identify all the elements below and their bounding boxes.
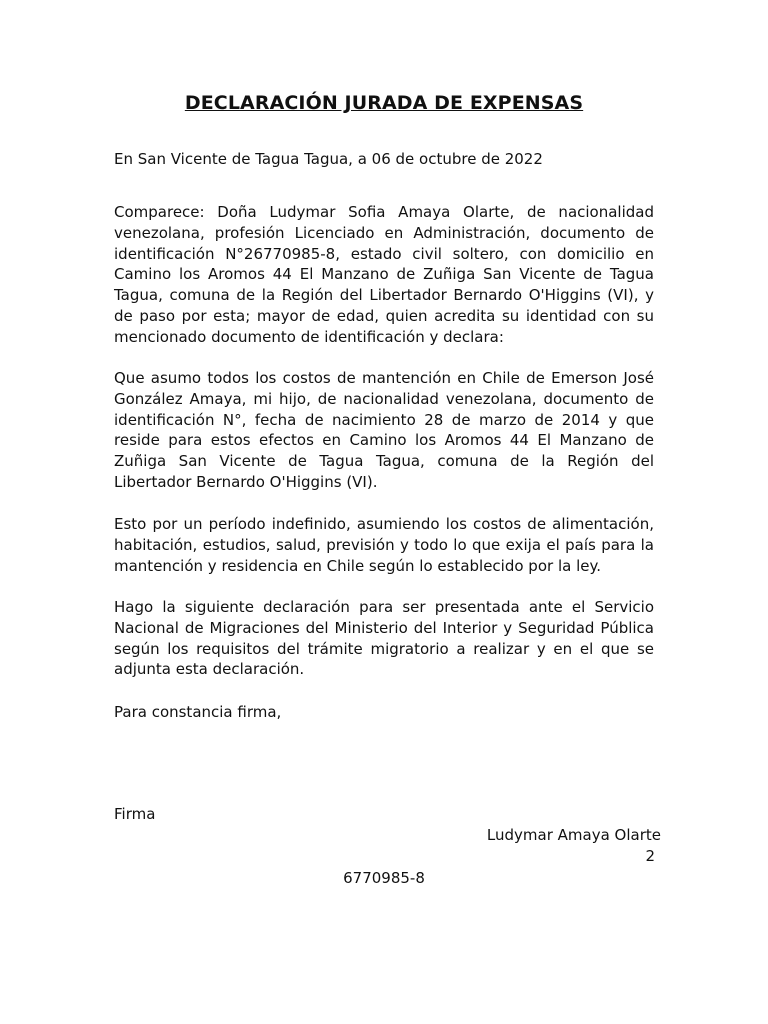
period-paragraph: Esto por un período indefinido, asumiendo los costos de alimentación, habitación, estudios, salud, previsión y todo lo que exija el país para la mantención y residencia en Chile según lo establecido por la ley. [114, 515, 654, 575]
document-title: DECLARACIÓN JURADA DE EXPENSAS [184, 92, 584, 114]
appearance-paragraph: Comparece: Doña Ludymar Sofia Amaya Olarte, de nacionalidad venezolana, profesión Licenciado en Administración, documento de identificación N°26770985-8, estado civil soltero, con domicilio en Camino los Aromos 44 El Manzano de Zuñiga San Vicente de Tagua Tagua, comuna de la Región del Libertador Bernardo O'Higgins (VI), y de paso por esta; mayor de edad, quien acredita su identidad con su mencionado documento de identificación y declara: [114, 203, 654, 346]
closing-line: Para constancia firma, [114, 703, 282, 721]
signature-label: Firma [114, 805, 156, 823]
place-date-line: En San Vicente de Tagua Tagua, a 06 de octubre de 2022 [114, 150, 543, 168]
signer-id-prefix: 2 [645, 847, 655, 865]
purpose-paragraph: Hago la siguiente declaración para ser presentada ante el Servicio Nacional de Migraciones del Ministerio del Interior y Seguridad Pública según los requisitos del trámite migratorio a realizar y en el que se adjunta esta declaración. [114, 598, 654, 679]
signer-id-number: 6770985-8 [343, 869, 425, 887]
signer-name: Ludymar Amaya Olarte [486, 826, 661, 844]
costs-paragraph: Que asumo todos los costos de mantención en Chile de Emerson José González Amaya, mi hijo, de nacionalidad venezolana, documento de identificación N°, fecha de nacimiento 28 de marzo de 2014 y que reside para estos efectos en Camino los Aromos 44 El Manzano de Zuñiga San Vicente de Tagua Tagua, comuna de la Región del Libertador Bernardo O'Higgins (VI). [114, 369, 654, 491]
